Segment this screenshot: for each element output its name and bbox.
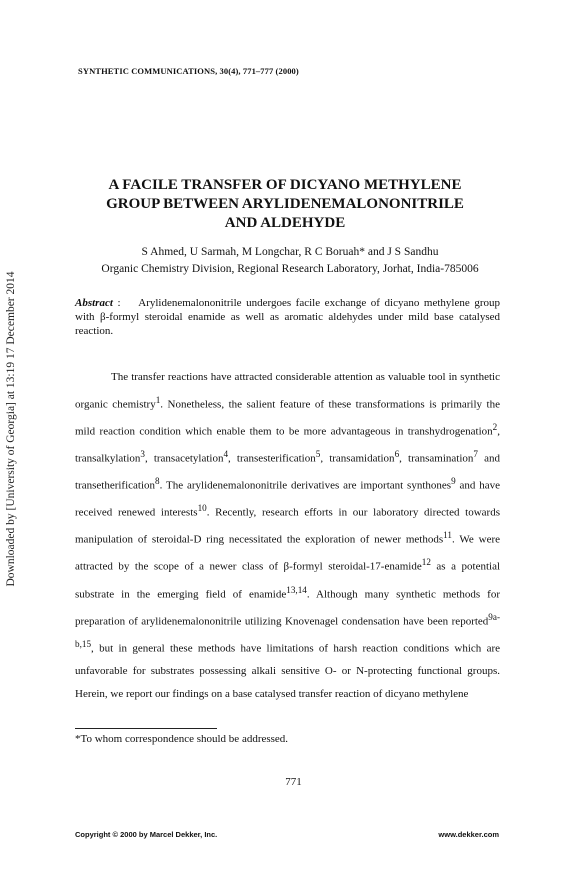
citation-ref: 11 — [443, 530, 452, 541]
body-text: , transacetylation — [144, 452, 224, 465]
body-text: , transalkylation — [75, 425, 500, 465]
title-line: GROUP BETWEEN ARYLIDENEMALONONITRILE — [106, 196, 464, 212]
citation-ref: 9 — [451, 475, 456, 486]
citation-ref: 12 — [421, 557, 431, 568]
affiliation: Organic Chemistry Division, Regional Research Laboratory, Jorhat, India-785006 — [101, 263, 479, 275]
copyright-notice: Copyright © 2000 by Marcel Dekker, Inc. — [75, 830, 218, 839]
citation-ref: 6 — [394, 448, 400, 459]
citation-ref: 5 — [315, 448, 321, 459]
abstract — [75, 296, 500, 338]
page-number: 771 — [285, 776, 302, 788]
correspondence-footnote: *To whom correspondence should be addressed. — [75, 733, 289, 745]
article-title — [60, 176, 510, 233]
body-text: . Nonetheless, the salient feature of these transformations is primarily the mild reaction condition which enable them to be more advantageous in transhydrogenation — [75, 398, 500, 438]
publisher-url[interactable]: www.dekker.com — [438, 830, 499, 839]
body-text: . Recently, research efforts in our laboratory directed towards manipulation of steroidal-D ring necessitated the exploration of newer methods — [75, 506, 500, 546]
citation-ref: 10 — [197, 503, 207, 514]
body-text: , transamidation — [320, 452, 395, 465]
citation-ref: 3 — [140, 448, 145, 459]
body-text: , transamination — [399, 452, 474, 465]
download-notice: Downloaded by [University of Georgia] at 13:19 17 December 2014 — [5, 271, 17, 587]
footnote-rule — [75, 728, 217, 729]
body-paragraph — [75, 366, 500, 705]
body-text: . The arylidenemalononitrile derivatives are important synthones — [159, 479, 452, 492]
citation-ref: 2 — [492, 421, 498, 432]
citation-ref: 1 — [155, 394, 161, 405]
body-text: , transesterification — [228, 452, 316, 465]
body-text: and transetherification — [75, 452, 500, 492]
abstract-separator: : — [112, 297, 121, 309]
abstract-text: Arylidenemalononitrile undergoes facile exchange of dicyano methylene group with β-formyl steroidal enamide as well as aromatic aldehydes under mild base catalysed reaction. — [75, 297, 500, 337]
citation-ref: 7 — [473, 448, 478, 459]
citation-ref: 8 — [155, 475, 160, 486]
citation-ref: 13,14 — [286, 584, 307, 595]
body-text: . Although many synthetic methods for preparation of arylidenemalononitrile utilizing Knovenagel condensation have been reported — [75, 588, 500, 628]
body-text: . We were attracted by the scope of a newer class of β-formyl steroidal-17-enamide — [75, 533, 500, 574]
body-text: , but in general these methods have limitations of harsh reaction conditions which are unfavorable for substrates possessing alkali sensitive O- or N-protecting functional groups. Herein, we report our findings on a base catalysed transfer reaction of dicyano methylene — [75, 642, 500, 700]
body-text: as a potential substrate in the emerging field of enamide — [75, 561, 501, 601]
title-line: AND ALDEHYDE — [224, 215, 346, 231]
journal-header: SYNTHETIC COMMUNICATIONS, 30(4), 771–777 (2000) — [78, 66, 299, 76]
download-sidebar — [2, 243, 20, 615]
abstract-label: Abstract — [75, 297, 113, 309]
title-line: A FACILE TRANSFER OF DICYANO METHYLENE — [108, 177, 462, 193]
author-list: S Ahmed, U Sarmah, M Longchar, R C Boruah* and J S Sandhu — [141, 246, 439, 258]
citation-ref: 9a-b,15 — [75, 611, 500, 649]
body-text: The transfer reactions have attracted considerable attention as valuable tool in synthetic organic chemistry — [75, 371, 500, 411]
body-text: and have received renewed interests — [75, 479, 501, 519]
citation-ref: 4 — [223, 448, 229, 459]
